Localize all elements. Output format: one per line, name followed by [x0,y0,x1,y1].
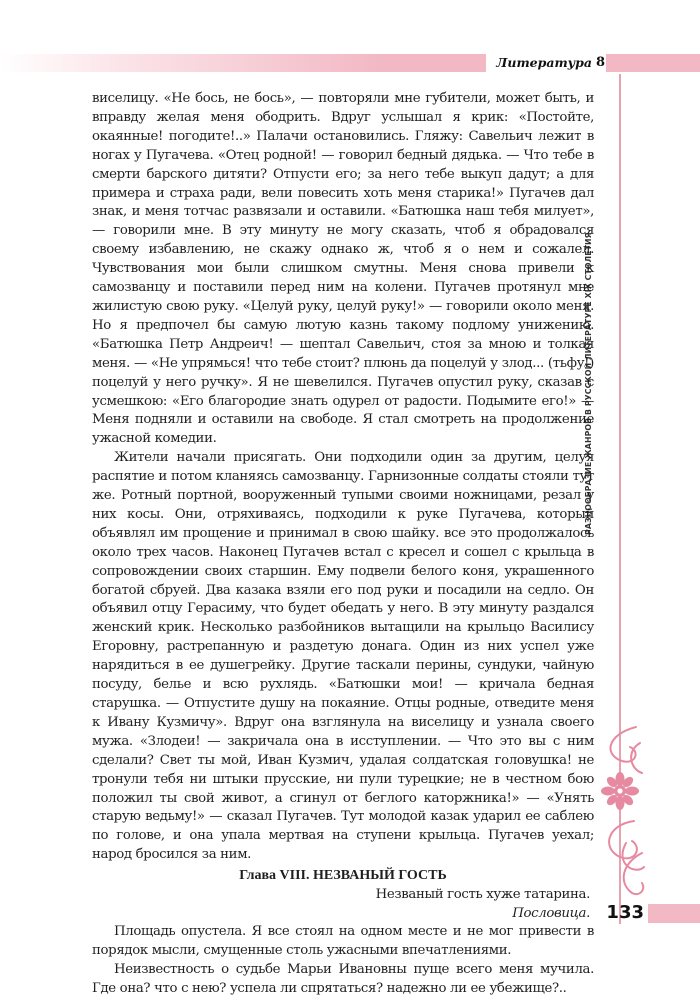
page-body [92,90,594,999]
epigraph-text: Незваный гость хуже татарина. [375,887,590,903]
chapter-heading: Глава VIII. НЕЗВАНЫЙ ГОСТЬ [239,868,447,884]
body-paragraph: Жители начали присягать. Они подходили один за другим, целуя распятие и потом кланяясь самозванцу. Гарнизонные солдаты стояли тут же. Ротный портной, вооруженный тупыми своими ножницами, резал у них косы. Они, отряхиваясь, подходили к руке Пугачева, который объявлял им прощение и принимал в свою шайку. все это продолжалось около трех часов. Наконец Пугачев встал с кресел и сошел с крыльца в сопровождении своих старшин. Ему подвели белого коня, украшенного богатой сбруей. Два казака взяли его под руки и посадили на седло. Он объявил отцу Герасиму, что будет обедать у него. В эту минуту раздался женский крик. Несколько разбойников вытащили на крыльцо Василису Егоровну, растрепанную и раздетую донага. Один из них успел уже нарядиться в ее душегрейку. Другие таскали перины, сундуки, чайную посуду, белье и всю рухлядь. «Батюшки мои! — кричала бедная старушка. — Отпустите душу на покаяние. Отцы родные, отведите меня к Ивану Кузмичу». Вдруг она взглянула на виселицу и узнала своего мужа. «Злодеи! — закричала она в исступлении. — Что это вы с ним сделали? Свет ты мой, Иван Кузмич, удалая солдатская головушка! не тронули тебя ни штыки прусские, ни пули турецкие; не в честном бою положил ты свой живот, а сгинул от беглого каторжника!» — «Унять старую ведьму!» — сказал Пугачев. Тут молодой казак ударил ее саблею по голове, и она упала мертвая на ступени крыльца. Пугачев уехал; народ бросился за ним. [92,450,594,863]
body-paragraph: Площадь опустела. Я все стоял на одном месте и не мог привести в порядок мысли, смущенные столь ужасными впечатлениями. [92,924,594,959]
floral-ornament-icon [596,725,648,900]
body-paragraph: Неизвестность о судьбе Марьи Ивановны пуще всего меня мучила. Где она? что с нею? успела ли спрятаться? надежно ли ее убежище?.. [92,961,594,996]
body-paragraph: виселицу. «Не бось, не бось», — повторяли мне губители, может быть, и вправду желая меня ободрить. Вдруг услышал я крик: «Постойте, окаянные! погодите!..» Палачи остановились. Гляжу: Савельич лежит в ногах у Пугачева. «Отец родной! — говорил бедный дядька. — Что тебе в смерти барского дитяти? Отпусти его; за него тебе выкуп дадут; а для примера и страха ради, вели повесить хоть меня старика!» Пугачев дал знак, и меня тотчас развязали и оставили. «Батюшка наш тебя милует», — говорили мне. В эту минуту не могу сказать, чтоб я обрадовался своему избавлению, не скажу однако ж, чтоб я о нем и сожалел. Чувствования мои были слишком смутны. Меня снова привели к самозванцу и поставили перед ним на колени. Пугачев протянул мне жилистую свою руку. «Целуй руку, целуй руку!» — говорили около меня. Но я предпочел бы самую лютую казнь такому подлому унижению. «Батюшка Петр Андреич! — шептал Савельич, стоя за мною и толкая меня. — «Не упрямься! что тебе стоит? плюнь да поцелуй у злод... (тьфу!) поцелуй у него ручку». Я не шевелился. Пугачев опустил руку, сказав с усмешкою: «Его благородие знать одурел от радости. Подымите его!» — Меня подняли и оставили на свободе. Я стал смотреть на продолжение ужасной комедии. [92,91,594,447]
epigraph-source: Пословица. [512,906,590,922]
running-header-grade: 8 [596,55,606,70]
page-number: 133 [606,902,644,923]
page-number-band [648,904,700,923]
running-header-subject: Литература [486,54,596,72]
side-section-title: РАЗНООБРАЗИЕ ЖАНРОВ В РУССКОЙ ЛИТЕРАТУРЕ XIX СТОЛЕТИЯ [585,96,593,537]
